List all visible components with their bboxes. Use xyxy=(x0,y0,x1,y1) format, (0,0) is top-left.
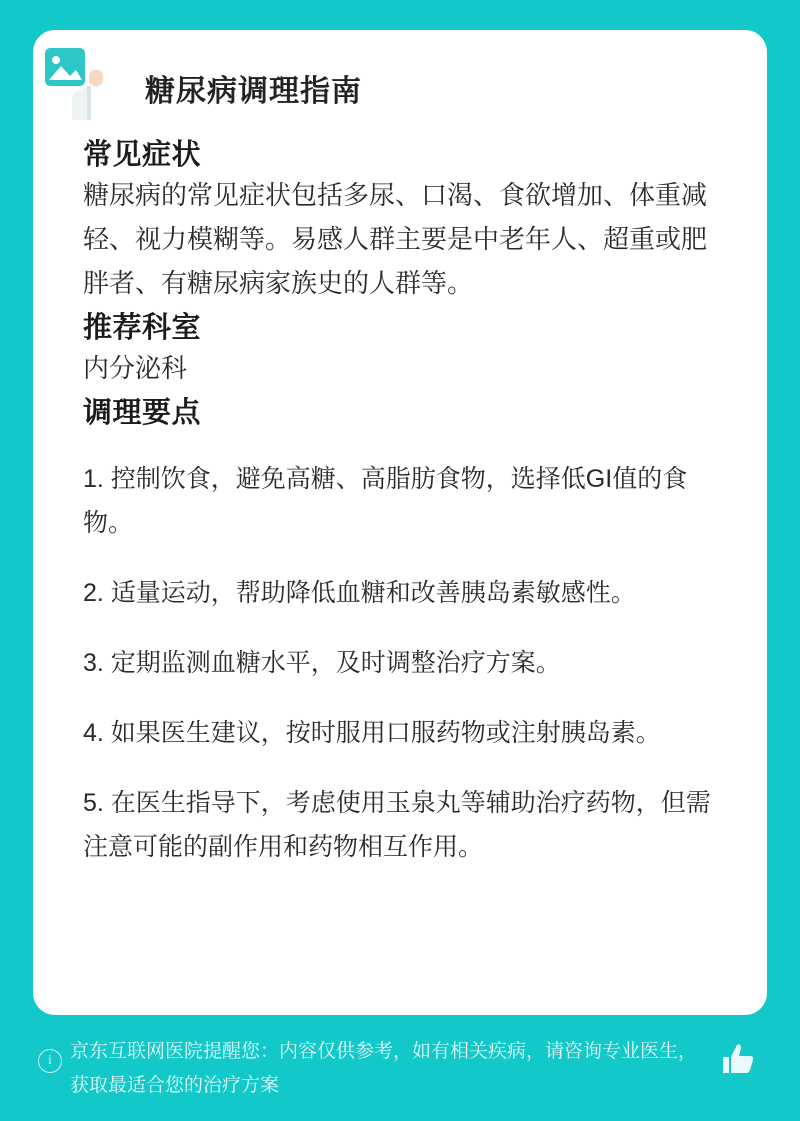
list-item: 1. 控制饮食，避免高糖、高脂肪食物，选择低GI值的食物。 xyxy=(83,465,688,537)
list-item: 2. 适量运动，帮助降低血糖和改善胰岛素敏感性。 xyxy=(83,579,636,607)
footer-disclaimer: 京东互联网医院提醒您：内容仅供参考，如有相关疾病，请咨询专业医生，获取最适合您的治疗方案 xyxy=(70,1041,698,1096)
section-text-symptoms: 糖尿病的常见症状包括多尿、口渴、食欲增加、体重减轻、视力模糊等。易感人群主要是中老年人、超重或肥胖者、有糖尿病家族史的人群等。 xyxy=(83,180,708,298)
section-heading-symptoms: 常见症状 xyxy=(83,139,202,171)
section-heading-points: 调理要点 xyxy=(83,397,202,429)
document-body xyxy=(57,132,747,1003)
content-card xyxy=(33,30,767,1015)
info-icon: i xyxy=(38,1049,62,1073)
document-image-icon xyxy=(41,42,111,122)
section-text-department: 内分泌科 xyxy=(83,353,188,383)
section-heading-department: 推荐科室 xyxy=(83,312,202,344)
footer xyxy=(33,1027,767,1099)
list-item: 5. 在医生指导下，考虑使用玉泉丸等辅助治疗药物，但需注意可能的副作用和药物相互作用。 xyxy=(83,789,711,861)
page-title: 糖尿病调理指南 xyxy=(145,75,362,108)
thumbs-up-icon[interactable] xyxy=(717,1039,757,1079)
list-item: 3. 定期监测血糖水平，及时调整治疗方案。 xyxy=(83,649,561,677)
list-item: 4. 如果医生建议，按时服用口服药物或注射胰岛素。 xyxy=(83,719,661,747)
